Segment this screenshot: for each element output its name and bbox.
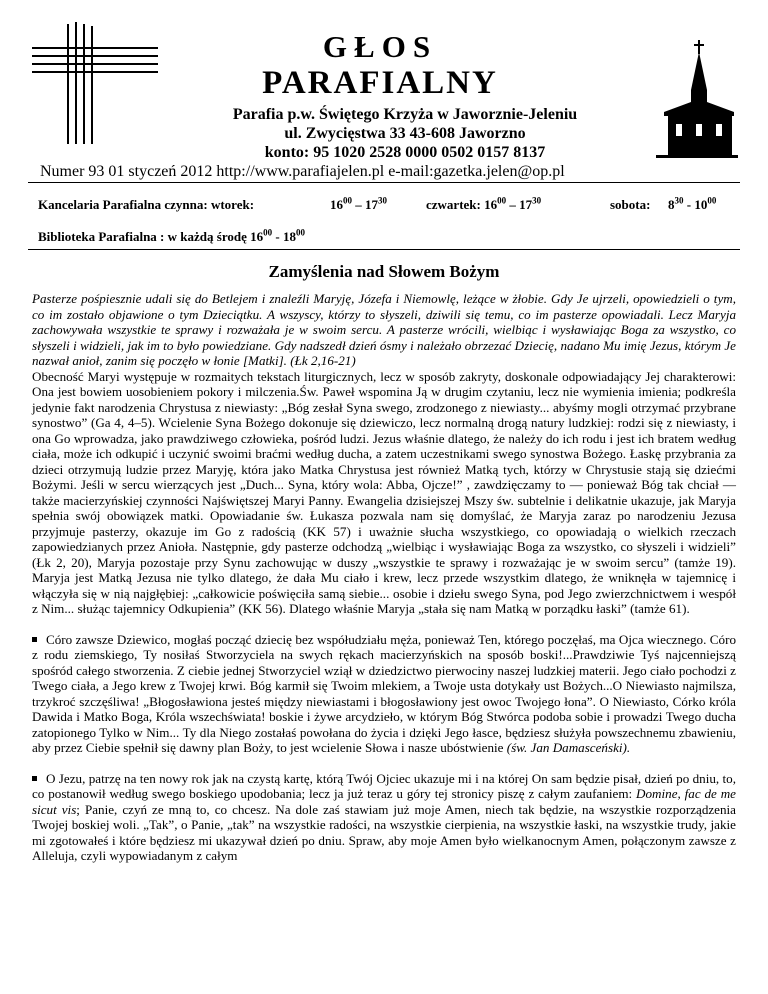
thursday-hours: czwartek: $16^{00} - 17^{30}$ — [426, 195, 542, 212]
street-address: ul. Zwycięstwa 33 43-608 Jaworzno — [284, 125, 526, 142]
gospel-quote: Pasterze pośpiesznie udali się do Betlejem i znaleźli Maryję, Józefa i Niemowlę, leżące w żłobie. Gdy Je ujrzeli, opowiedzieli o tym, co im zostało objawione o tym Dzieciątku. A wszyscy, którzy to słyszeli, dziwili się temu, co im pasterze opowiadali. Lecz Maryja zachowywała wszystkie te sprawy i rozważała je w swoim sercu. A pasterze wrócili, wielbiąc i wysławiając Boga za wszystko, co słyszeli i widzieli, jak im to było powiedziane. Gdy nadszedł dzień ósmy i należało obrzezać Dziecię, nadano Mu imię Jezus, którym Je nazwał anioł, zanim się poczęło w łonie [Matki]. (Łk 2,16-21) — [32, 291, 736, 368]
article-title: Zamyślenia nad Słowem Bożym — [268, 262, 500, 281]
prayer-paragraph-2: O Jezu, patrzę na ten nowy rok jak na czystą kartę, którą Twój Ojciec ukazuje mi i na której On sam będzie pisał, dzień po dniu, to, co postanowił według swego boskiego upodobania; lecz ja już teraz u góry tej stronicy piszę z całym zaufaniem: Domine, fac de me sicut vis; Panie, czyń ze mną to, co chcesz. Na dole zaś stawiam już moje Amen, niech tak będzie, na wszystkie rozporządzenia Twojej boskiej woli. „Tak”, o Panie, „tak” na wszystkie radości, na wszystkie cierpienia, na wszystkie łaski, na wszystkie trudy, jakie mi zgotowałeś i które będziesz mi ukazywał dzień po dniu. Spraw, aby moje Amen było wielkanocnym Amen, połączonym zawsze z Alleluja, czyli wypowiadanym z całym — [32, 770, 736, 863]
library-hours: Biblioteka Parafialna : w każdą środę $16^{00} - 18^{00}$ — [38, 227, 305, 244]
office-hours-box — [28, 182, 740, 250]
masthead — [190, 30, 570, 102]
saturday-label: sobota: — [610, 197, 651, 212]
bullet-icon — [32, 776, 37, 781]
article-content — [32, 291, 736, 864]
parish-address — [150, 105, 660, 162]
masthead-title-line1: GŁOS — [322, 29, 438, 64]
cross-logo — [30, 18, 160, 146]
parish-name: Parafia p.w. Świętego Krzyża w Jaworznie-Jeleniu — [232, 106, 578, 123]
office-hours-label: Kancelaria Parafialna czynna: wtorek: — [38, 197, 255, 212]
prayer-source: (św. Jan Damasceński). — [506, 740, 631, 755]
church-icon — [656, 40, 738, 158]
issue-line: Numer 93 01 styczeń 2012 http://www.parafiajelen.pl e-mail:gazetka.jelen@op.pl — [40, 163, 565, 180]
prayer-paragraph-1: Córo zawsze Dziewico, mogłaś począć dziecię bez współudziału męża, ponieważ Ten, którego poczęłaś, ma Ojca wiecznego. Córo z rodu ziemskiego, Ty nosiłaś Stworzyciela na swych rękach macierzyńskich na sposób boski!...Prawdziwie Tyś najcenniejszą spośród całego stworzenia. Z ciebie jednej Stworzyciel wziął w dziedzictwo pierwociny naszej ludzkiej materii. Jego ciało pochodzi z Twego ciała, a Jego krew z Twojej krwi. Bóg karmił się Twoim mlekiem, a Twoje usta dotykały ust Bożych...O Niewiasto najmilsza, trzykroć szczęśliwa! „Błogosławiona jesteś między niewiastami i błogosławiony jest owoc Twojego łona”. O Niewiasto, Córko króla Dawida i Matko Boga, Króla wszechświata! boskie i żywe arcydzieło, w którym Bóg Stwórca podoba sobie i prowadzi Twego ducha zatopionego Tylko w Nim... Ty dla Niego zostałaś powołana do życia i dzięki Jego łasce, będziesz służyła powszechnemu zbawieniu, aby przez Ciebie spełnił się dawny plan Boży, to jest wcielenie Słowa i nasze ubóstwienie (św. Jan Damasceński). — [32, 631, 736, 755]
latin-phrase: Domine, fac de me sicut vis — [32, 786, 736, 817]
bank-account: konto: 95 1020 2528 0000 0502 0157 8137 — [264, 144, 546, 161]
saturday-hours: $8^{30} - 10^{00}$ — [668, 195, 717, 212]
tuesday-hours: $16^{00} - 17^{30}$ — [330, 195, 387, 212]
article-body: Obecność Maryi występuje w rozmaitych tekstach liturgicznych, lecz w sposób zakryty, doskonale odpowiadający Jej charakterowi: Ona jest bowiem uosobieniem pokory i milczenia.Św. Paweł wspomina Ją w drugim czytaniu, lecz nie wymienia imienia; podkreśla jedynie fakt narodzenia Chrystusa z niewiasty: „Bóg zesłał Syna swego, zrodzonego z niewiasty... abyśmy mogli otrzymać przybrane synostwo” (Ga 4, 4–5). Wcielenie Syna Bożego dokonuje się dziewiczo, lecz normalną drogą natury ludzkiej: rodzi się z niewiasty, i ona Go wprowadza, jako prawdziwego człowieka, pośród ludzi. Jezus właśnie dlatego, że należy do ich rodu i jest ich bratem według ciała, może ich odkupić i uczynić swoimi braćmi według ducha, a zatem uczestnikami swego synostwa Bożego. Łaskę przybrania za dzieci otrzymują ludzie przez Maryję, która jako Matka Chrystusa jest również Matką tych, którzy w Chrystusie stają się dziećmi Bożymi. Jeśli w sercu wierzących jest „Duch... Syna, który wola: Abba, Ojcze!” , zawdzięczamy to — ponieważ Bóg tak chciał — także macierzyńskiej czynności Najświętszej Maryi Panny. Ewangelia dzisiejszej Mszy św. subtelnie i delikatnie ukazuje, jak Maryja spełnia swój obowiązek matki. Opowiadanie św. Łukasza pozwala nam się domyślać, że Maryja zaraz po narodzeniu Jezusa przyjmuje pasterzy, okazuje im Go z radością (KK 57) i uważnie słucha wszystkiego, co opowiadają o wielkich rzeczach zapowiedzianych przez Anioła. Następnie, gdy pasterze odchodzą „wielbiąc i wysławiając Boga za wszystko, co słyszeli i widzieli” (Łk 2, 20), Maryja pozostaje przy Synu zachowując w duszy „wszystkie te sprawy i rozważając je w swoim sercu” (tamże 19). Maryja jest Matką Jezusa nie tylko dlatego, że dała Mu ciało i krew, lecz przede wszystkim dlatego, że wniknęła w tajemnicę i włączyła się w nią najgłębiej: „całkowicie poświęciła samą siebie... osobie i dziełu swego Syna, pod Jego zwierzchnictwem i wespół z Nim... służąc tajemnicy Odkupienia” (KK 56). Dlatego właśnie Maryja „stała się nam Matką w porządku łaski” (tamże 61). — [32, 368, 736, 616]
masthead-title-line2: PARAFIALNY — [262, 65, 498, 101]
bullet-icon — [32, 637, 37, 642]
